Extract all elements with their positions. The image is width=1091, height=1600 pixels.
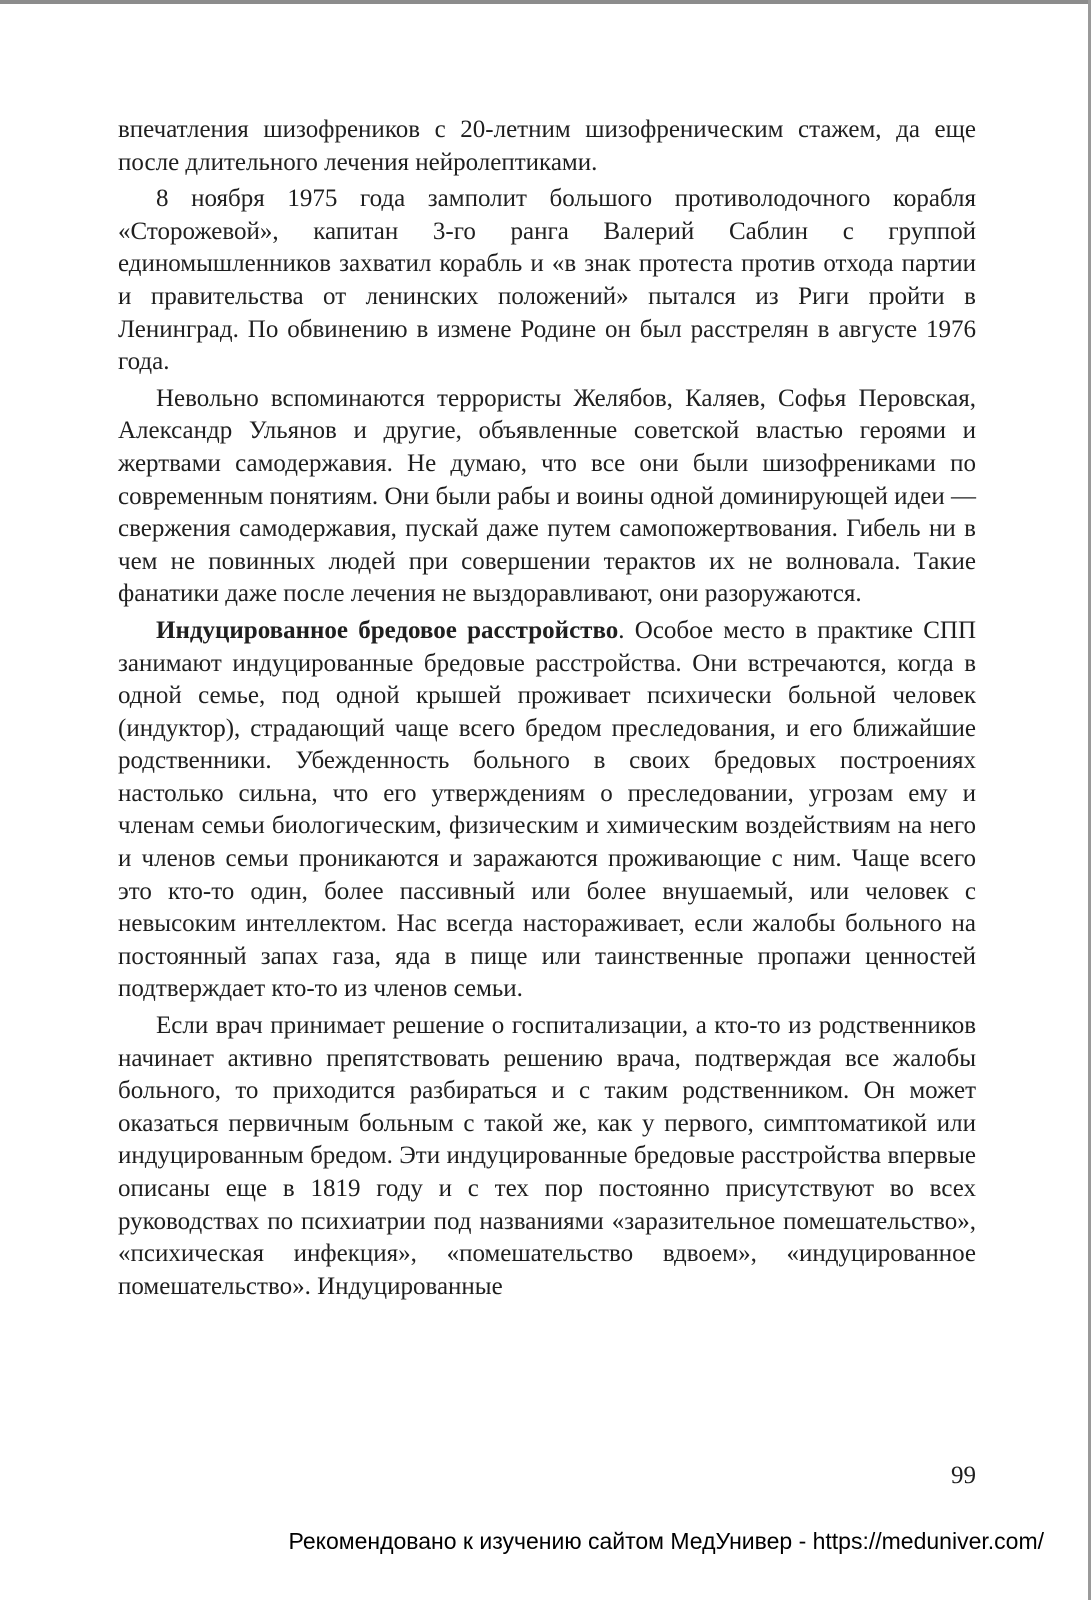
paragraph-sablin: 8 ноября 1975 года замполит большого противолодочного корабля «Сторожевой», капитан 3-го ранга Валерий Саблин с группой единомышленников захватил корабль и «в знак протеста против отхода партии и правительства от ленинских положений» пытался из Риги пройти в Ленинград. По обвинению в измене Родине он был расстрелян в августе 1976 года. — [118, 185, 976, 376]
paragraph-terrorists: Невольно вспоминаются террористы Желябов, Каляев, Софья Перовская, Александр Ульянов и другие, объявленные советской властью героями и жертвами самодержавия. Не думаю, что все они были шизофрениками по современным понятиям. Они были рабы и воины одной доминирующей идеи — свержения самодержавия, пускай даже путем самопожертвования. Гибель ни в чем не повинных людей при совершении терактов их не волновала. Такие фанатики даже после лечения не выздоравливают, они разоружаются. — [118, 384, 976, 608]
page-number: 99 — [951, 1462, 976, 1489]
paragraph-hospitalization: Если врач принимает решение о госпитализации, а кто-то из родственников начинает активно препятствовать решению врача, подтверждая все жалобы больного, то приходится разбираться и с таким родственником. Он может оказаться первичным больным с такой же, как у первого, симптоматикой или индуцированным бредом. Эти индуцированные бредовые расстройства впервые описаны еще в 1819 году и с тех пор постоянно присутствуют во всех руководствах по психиатрии под названиями «заразительное помешательство», «психическая инфекция», «помешательство вдвоем», «индуцированное помешательство». Индуцированные — [118, 1012, 976, 1300]
paragraph-continuation: впечатления шизофреников с 20-летним шизофреническим стажем, да еще после длительного лечения нейролептиками. — [118, 116, 976, 176]
page-body — [118, 114, 976, 1303]
section-heading: Индуцированное бредовое расстройство — [156, 616, 619, 644]
top-border — [0, 0, 1091, 4]
paragraph-induced-disorder — [118, 615, 976, 1006]
paragraph-induced-disorder-text: . Особое место в практике СПП занимают индуцированные бредовые расстройства. Они встречаются, когда в одной семье, под одной крышей проживает психически больной человек (индуктор), страдающий чаще всего бредом преследования, и его ближайшие родственники. Убежденность больного в своих бредовых построениях настолько сильна, что его утверждениям о преследовании, угрозам ему и членам семьи биологическим, физическим и химическим воздействиям на него и членов семьи проникаются и заражаются проживающие с ним. Чаще всего это кто-то один, более пассивный или более внушаемый, или человек с невысоким интеллектом. Нас всегда настораживает, если жалобы больного на постоянный запах газа, яда в пище или таинственные пропажи ценностей подтверждает кто-то из членов семьи. — [118, 616, 976, 1003]
footer-recommendation: Рекомендовано к изучению сайтом МедУнивер - https://meduniver.com/ — [288, 1528, 1044, 1554]
